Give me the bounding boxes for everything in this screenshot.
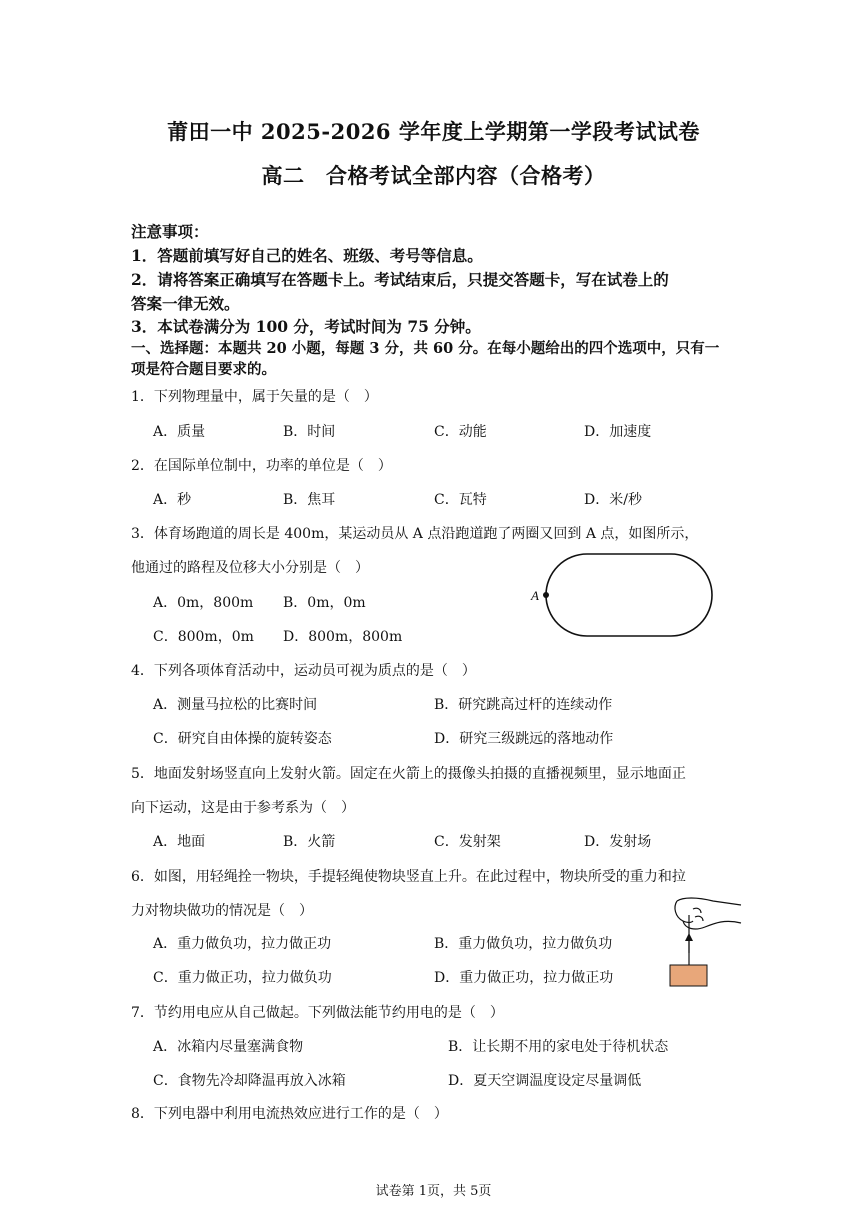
q3-option-c: C．800m，0m: [153, 629, 254, 645]
point-a-dot: [543, 592, 549, 598]
q2-option-b: B．焦耳: [283, 492, 336, 508]
q1-option-b: B．时间: [283, 424, 336, 440]
q7-option-a: A．冰箱内尽量塞满食物: [153, 1039, 304, 1055]
section-heading-line2: 项是符合题目要求的。: [131, 361, 276, 378]
question-3-stem-line2: 他通过的路程及位移大小分别是（ ）: [131, 560, 369, 576]
question-4-stem: 4．下列各项体育活动中，运动员可视为质点的是（ ）: [131, 663, 476, 679]
q2-option-d: D．米/秒: [584, 492, 642, 508]
q4-option-c: C．研究自由体操的旋转姿态: [153, 731, 332, 747]
question-8-stem: 8．下列电器中利用电流热效应进行工作的是（ ）: [131, 1106, 448, 1122]
q2-option-a: A．秒: [153, 492, 192, 508]
q1-option-c: C．动能: [434, 424, 487, 440]
q3-option-b: B．0m，0m: [283, 595, 366, 611]
question-3-stem-line1: 3．体育场跑道的周长是 400m，某运动员从 A 点沿跑道跑了两圈又回到 A 点，如图所示，: [131, 526, 699, 542]
q5-option-c: C．发射架: [434, 834, 501, 850]
block-object: [670, 965, 707, 986]
question-7-stem: 7．节约用电应从自己做起。下列做法能节约用电的是（ ）: [131, 1005, 504, 1021]
hand-icon: [675, 898, 741, 929]
question-1-stem: 1．下列物理量中，属于矢量的是（ ）: [131, 389, 378, 405]
notice-item-2-cont: 答案一律无效。: [131, 294, 240, 313]
section-heading-line1: 一、选择题：本题共 20 小题，每题 3 分，共 60 分。在每小题给出的四个选项中，只有一: [131, 340, 720, 357]
q7-option-c: C．食物先冷却降温再放入冰箱: [153, 1073, 346, 1089]
q1-option-d: D．加速度: [584, 424, 652, 440]
q6-option-c: C．重力做正功，拉力做负功: [153, 970, 332, 986]
question-6-stem-line1: 6．如图，用轻绳拴一物块，手提轻绳使物块竖直上升。在此过程中，物块所受的重力和拉: [131, 869, 686, 885]
notice-item-2: 2．请将答案正确填写在答题卡上。考试结束后，只提交答题卡，写在试卷上的: [131, 270, 669, 289]
question-5-stem-line2: 向下运动，这是由于参考系为（ ）: [131, 800, 355, 816]
page-title: 莆田一中 2025-2026 学年度上学期第一学段考试试卷: [167, 119, 700, 144]
q4-option-b: B．研究跳高过杆的连续动作: [434, 697, 613, 713]
race-track-figure: [528, 550, 720, 642]
page-footer: 试卷第 1页，共 5页: [375, 1184, 492, 1199]
notice-item-3: 3．本试卷满分为 100 分，考试时间为 75 分钟。: [131, 317, 481, 336]
question-2-stem: 2．在国际单位制中，功率的单位是（ ）: [131, 458, 392, 474]
page-subtitle: 高二 合格考试全部内容（合格考）: [261, 163, 606, 188]
q5-option-b: B．火箭: [283, 834, 336, 850]
question-6-stem-line2: 力对物块做功的情况是（ ）: [131, 903, 313, 919]
q3-option-a: A．0m，800m: [153, 595, 254, 611]
q2-option-c: C．瓦特: [434, 492, 487, 508]
race-track-outline: [546, 554, 712, 636]
q5-option-a: A．地面: [153, 834, 206, 850]
q4-option-a: A．测量马拉松的比赛时间: [153, 697, 318, 713]
q3-option-d: D．800m，800m: [283, 629, 403, 645]
q6-option-d: D．重力做正功，拉力做正功: [434, 970, 614, 986]
q1-option-a: A．质量: [153, 424, 206, 440]
notice-item-1: 1．答题前填写好自己的姓名、班级、考号等信息。: [131, 246, 483, 265]
q6-option-a: A．重力做负功，拉力做正功: [153, 936, 332, 952]
hand-lifting-block-figure: [665, 895, 745, 990]
point-a-label: A: [531, 588, 539, 603]
q5-option-d: D．发射场: [584, 834, 652, 850]
q4-option-d: D．研究三级跳远的落地动作: [434, 731, 614, 747]
question-5-stem-line1: 5．地面发射场竖直向上发射火箭。固定在火箭上的摄像头拍摄的直播视频里，显示地面正: [131, 766, 686, 782]
q6-option-b: B．重力做负功，拉力做负功: [434, 936, 613, 952]
notice-heading: 注意事项：: [131, 222, 209, 241]
q7-option-b: B．让长期不用的家电处于待机状态: [448, 1039, 669, 1055]
q7-option-d: D．夏天空调温度设定尽量调低: [448, 1073, 642, 1089]
up-arrow-icon: [685, 933, 693, 941]
